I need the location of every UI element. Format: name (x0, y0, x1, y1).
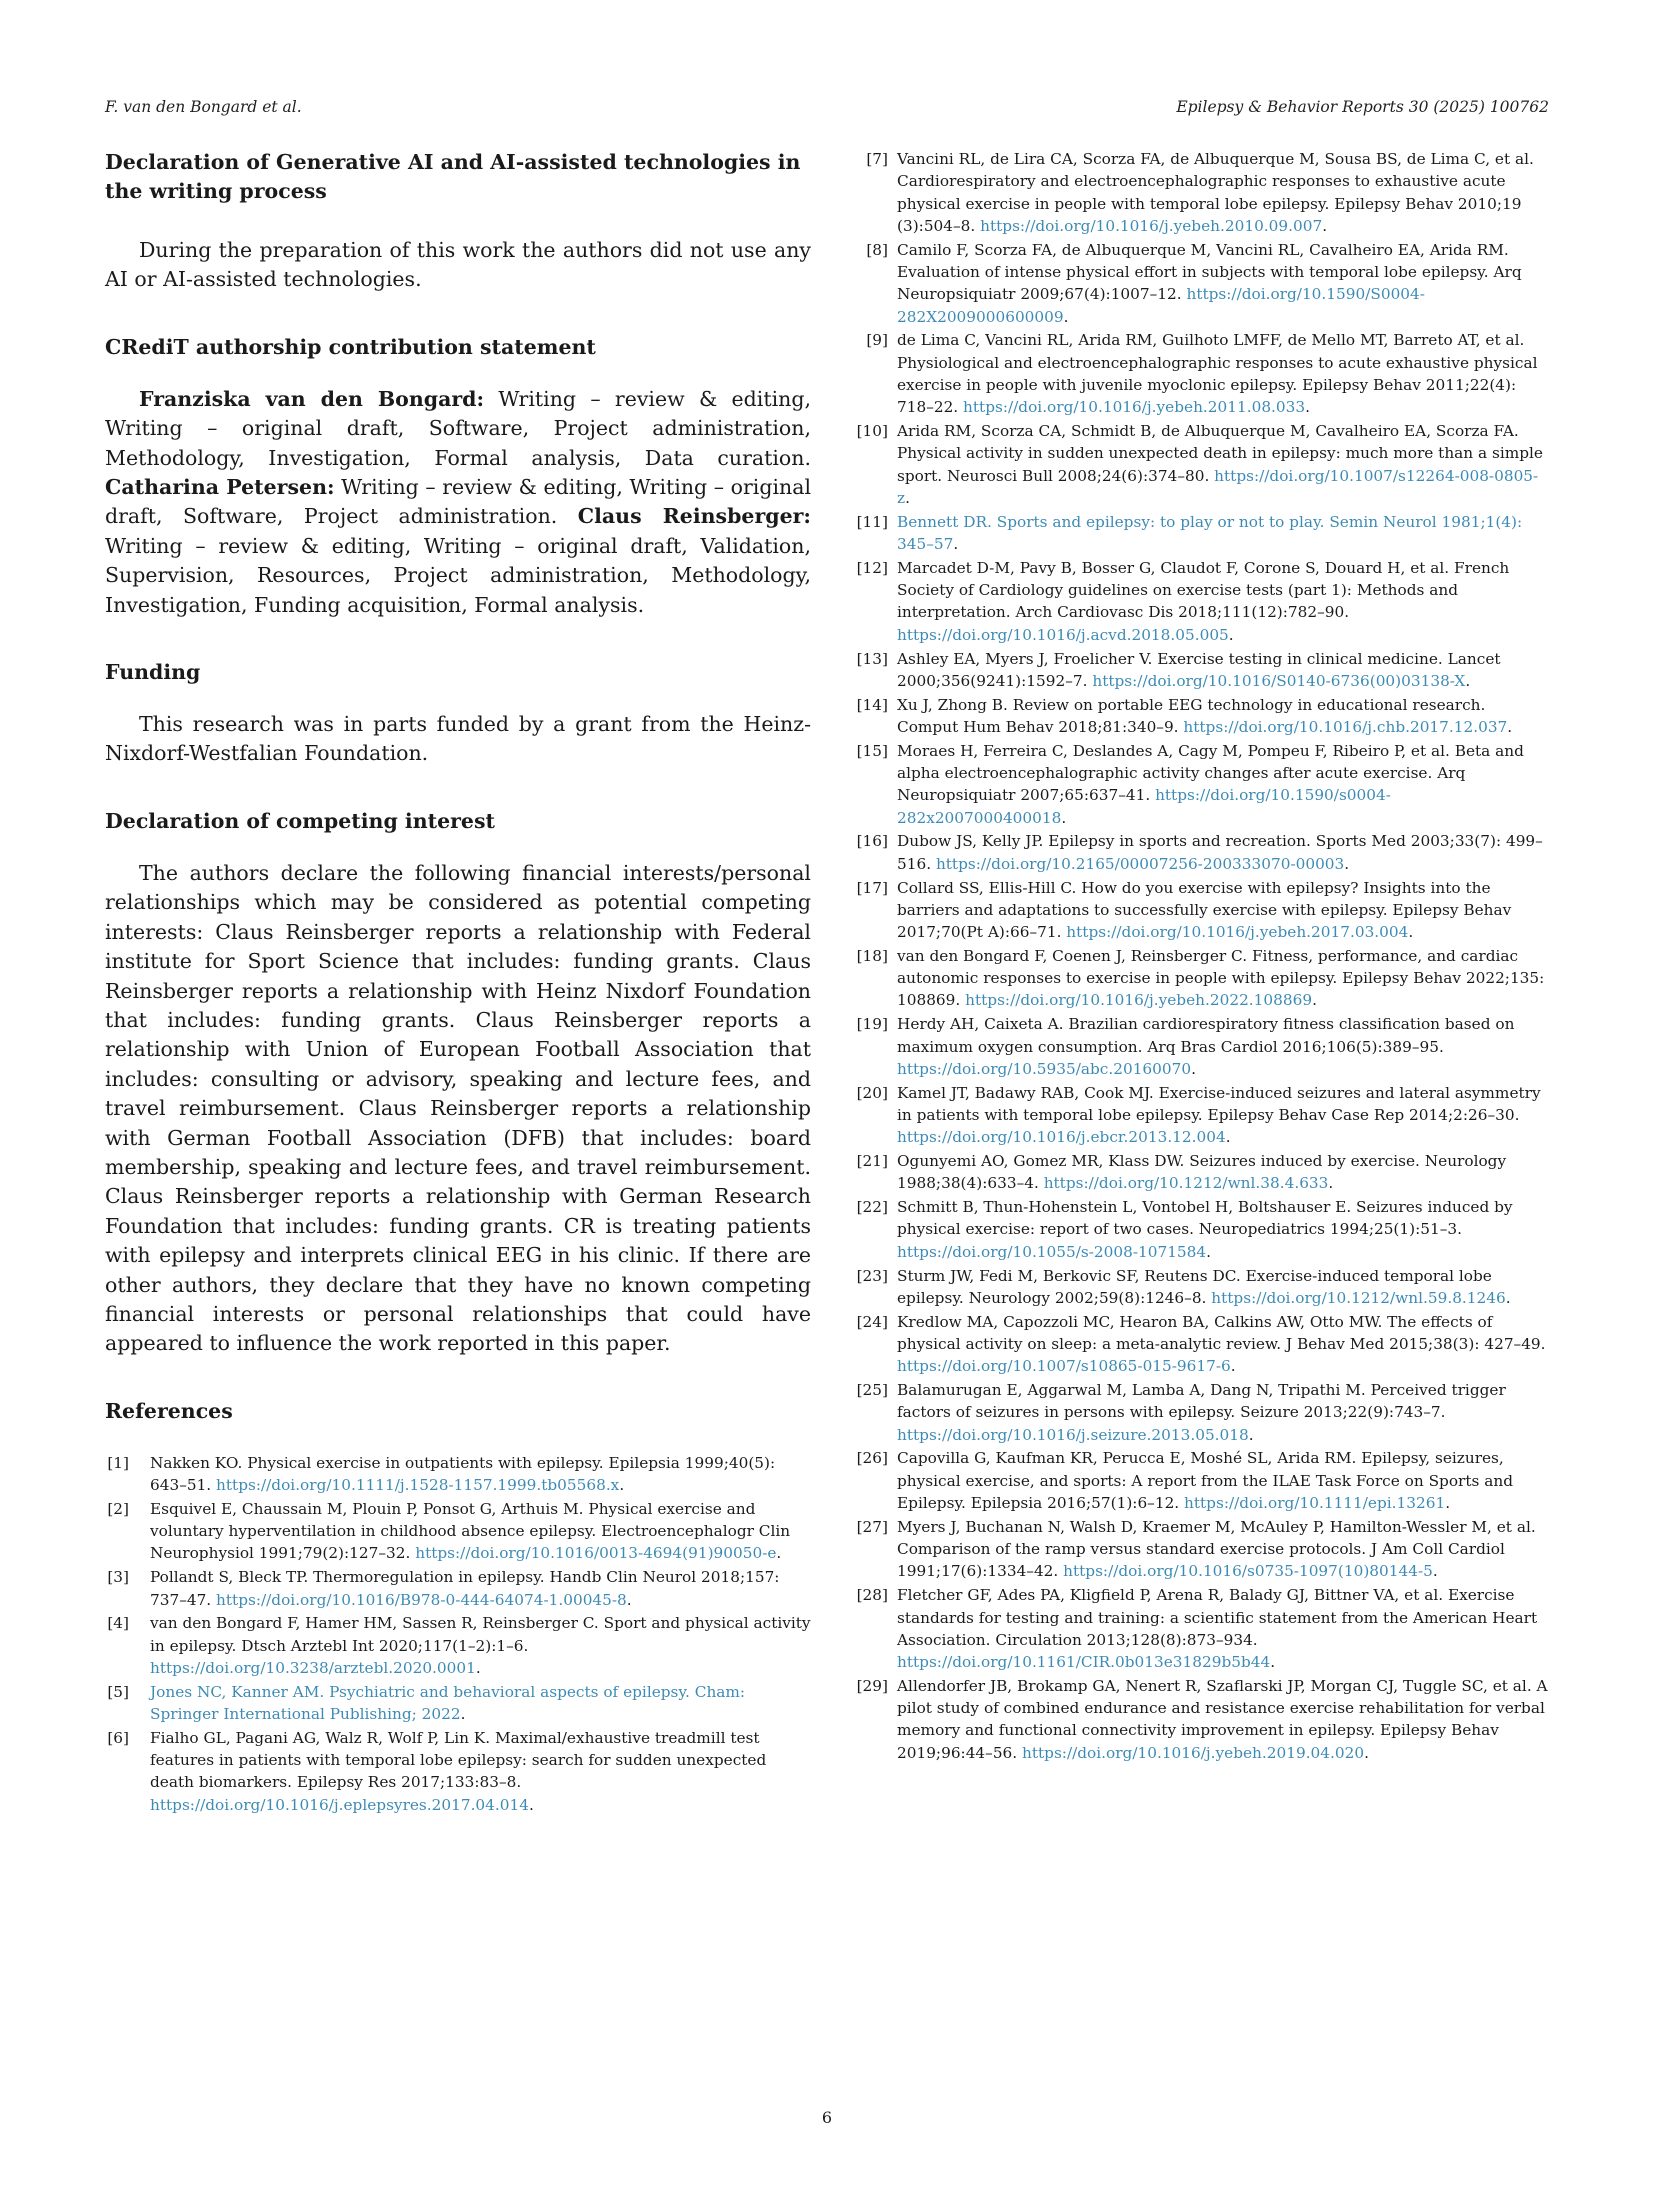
references-heading: References (105, 1398, 233, 1423)
reference-item (105, 1681, 811, 1726)
running-header-journal: Epilepsy & Behavior Reports 30 (2025) 100762 (1176, 98, 1549, 116)
reference-item (862, 148, 1549, 237)
reference-number: [5] (107, 1682, 129, 1701)
reference-text: Myers J, Buchanan N, Walsh D, Kraemer M, McAuley P, Hamilton-Wessler M, et al. Comparison of the ramp versus standard exercise protocols. J Am Coll Cardiol 1991;17(6):1334–42. (897, 1517, 1536, 1581)
reference-number: [27] (856, 1517, 888, 1536)
reference-item (856, 420, 1549, 509)
credit-text (105, 385, 811, 620)
reference-doi-link[interactable]: https://doi.org/10.1111/epi.13261 (1184, 1494, 1446, 1513)
reference-number: [7] (866, 150, 888, 168)
reference-item (105, 1452, 811, 1497)
reference-doi-link[interactable]: https://doi.org/10.1016/j.yebeh.2011.08.033 (963, 398, 1306, 417)
reference-doi-link[interactable]: https://doi.org/10.1212/wnl.59.8.1246 (1211, 1288, 1506, 1307)
reference-doi-link[interactable]: https://doi.org/10.1161/CIR.0b013e31829b5b44 (897, 1653, 1271, 1672)
reference-doi-link[interactable]: https://doi.org/10.1016/B978-0-444-64074-1.00045-8 (216, 1590, 627, 1609)
reference-doi-link[interactable]: https://doi.org/10.1016/j.eplepsyres.2017.04.014 (150, 1795, 529, 1814)
reference-end: . (460, 1705, 466, 1724)
reference-end: . (1248, 1425, 1254, 1444)
reference-list-left (105, 1452, 811, 1816)
reference-end: . (1206, 1242, 1212, 1261)
reference-list-right (856, 148, 1549, 1764)
reference-item (856, 1196, 1549, 1263)
reference-doi-link[interactable]: https://doi.org/10.1016/j.seizure.2013.05.018 (897, 1425, 1249, 1444)
reference-doi-link[interactable]: https://doi.org/10.1590/S0004-282X2009000600009 (897, 285, 1425, 326)
reference-text: Collard SS, Ellis-Hill C. How do you exercise with epilepsy? Insights into the barriers and adaptations to successfully exercise with epilepsy. Epilepsy Behav 2017;70(Pt A):66–71. (897, 878, 1512, 942)
reference-number: [16] (856, 832, 888, 851)
reference-end: . (1344, 854, 1350, 873)
reference-item (856, 740, 1549, 829)
reference-number: [14] (856, 695, 888, 714)
reference-text: Arida RM, Scorza CA, Schmidt B, de Albuquerque M, Cavalheiro EA, Scorza FA. Physical activity in sudden unexpected death in epilepsy: much more than a simple sport. Neurosci Bull 2008;24(6):374–80. (897, 422, 1543, 485)
competing-interest-text: The authors declare the following financial interests/personal relationships which may be considered as potential competing interests: Claus Reinsberger reports a relationship with Federal institute for Sport Science that includes: funding grants. Claus Reinsberger reports a relationship with Heinz Nixdorf Foundation that includes: funding grants. Claus Reinsberger reports a relationship with Union of European Football Association that includes: consulting or advisory, speaking and lecture fees, and travel reimbursement. Claus Reinsberger reports a relationship with German Football Association (DFB) that includes: board membership, speaking and lecture fees, and travel reimbursement. Claus Reinsberger reports a relationship with German Research Foundation that includes: funding grants. CR is treating patients with epilepsy and interprets clinical EEG in his clinic. If there are other authors, they declare that they have no known competing financial interests or personal relationships that could have appeared to influence the work reported in this paper. (105, 860, 811, 1356)
reference-text: Fletcher GF, Ades PA, Kligfield P, Arena R, Balady GJ, Bittner VA, et al. Exercise standards for testing and training: a scientific statement from the American Heart Association. Circulation 2013;128(8):873–934. (897, 1586, 1538, 1649)
reference-doi-link[interactable]: https://doi.org/10.1111/j.1528-1157.1999.tb05568.x (216, 1476, 620, 1495)
reference-number: [26] (856, 1449, 888, 1468)
credit-roles-2: Writing – review & editing, Writing – original draft, Software, Project administration. (105, 475, 811, 529)
running-header-authors: F. van den Bongard et al. (105, 98, 302, 116)
reference-doi-link[interactable]: https://doi.org/10.1016/j.yebeh.2019.04.020 (1022, 1743, 1365, 1762)
reference-number: [6] (107, 1728, 129, 1747)
reference-number: [19] (856, 1015, 888, 1034)
reference-text: Schmitt B, Thun-Hohenstein L, Vontobel H, Boltshauser E. Seizures induced by physical exercise: report of two cases. Neuropediatrics 1994;25(1):51–3. (897, 1198, 1513, 1239)
reference-end: . (475, 1658, 481, 1677)
reference-end: . (1312, 991, 1317, 1010)
credit-heading: CRediT authorship contribution statement (105, 334, 596, 359)
reference-doi-link[interactable]: https://doi.org/10.1590/s0004-282x2007000400018 (897, 786, 1391, 827)
reference-number: [13] (856, 649, 888, 668)
reference-number: [23] (856, 1266, 888, 1285)
reference-end: . (953, 535, 959, 554)
reference-text: Ogunyemi AO, Gomez MR, Klass DW. Seizures induced by exercise. Neurology 1988;38(4):633–4. (897, 1152, 1507, 1193)
reference-text: Herdy AH, Caixeta A. Brazilian cardiorespiratory fitness classification based on maximum oxygen consumption. Arq Bras Cardiol 2016;106(5):389–95. (897, 1015, 1515, 1056)
reference-item (856, 1013, 1549, 1080)
reference-doi-link[interactable]: https://doi.org/10.2165/00007256-200333070-00003 (935, 854, 1345, 873)
ai-declaration-text: During the preparation of this work the authors did not use any AI or AI-assisted technologies. (105, 238, 811, 292)
funding-text: This research was in parts funded by a grant from the Heinz- Nixdorf-Westfalian Foundation. (105, 712, 811, 766)
reference-end: . (1063, 307, 1069, 326)
reference-item (856, 945, 1549, 1012)
credit-author-1: Franziska van den Bongard: (139, 386, 485, 411)
reference-number: [22] (856, 1198, 888, 1217)
reference-doi-link[interactable]: https://doi.org/10.5935/abc.20160070 (897, 1059, 1192, 1078)
reference-item (856, 1311, 1549, 1378)
reference-item (856, 1150, 1549, 1195)
reference-item (856, 1082, 1549, 1149)
reference-item (856, 1447, 1549, 1514)
reference-text: Pollandt S, Bleck TP. Thermoregulation in epilepsy. Handb Clin Neurol 2018;157: 737–47. (150, 1568, 780, 1609)
reference-end: . (1230, 1357, 1236, 1376)
reference-text: Vancini RL, de Lira CA, Scorza FA, de Albuquerque M, Sousa BS, de Lima C, et al. Cardiorespiratory and electroencephalographic responses to exhaustive acute physical exercise in people with temporal lobe epilepsy. Epilepsy Behav 2010;19 (3):504–8. (897, 150, 1534, 235)
reference-text: Kamel JT, Badawy RAB, Cook MJ. Exercise-induced seizures and lateral asymmetry in patients with temporal lobe epilepsy. Epilepsy Behav Case Rep 2014;2:26–30. (897, 1083, 1541, 1124)
right-column (856, 148, 1549, 1766)
reference-doi-link[interactable]: https://doi.org/10.1016/j.yebeh.2022.108869 (965, 991, 1313, 1010)
funding-heading: Funding (105, 660, 201, 685)
reference-doi-link[interactable]: https://doi.org/10.1007/s12264-008-0805-z (897, 466, 1539, 507)
credit-author-2: Catharina Petersen: (105, 475, 335, 500)
reference-text: van den Bongard F, Hamer HM, Sassen R, Reinsberger C. Sport and physical activity in epilepsy. Dtsch Arztebl Int 2020;117(1–2):1–6. (150, 1614, 811, 1655)
reference-text: Balamurugan E, Aggarwal M, Lamba A, Dang N, Tripathi M. Perceived trigger factors of seizures in persons with epilepsy. Seizure 2013;22(9):743–7. (897, 1381, 1506, 1422)
reference-text: Esquivel E, Chaussain M, Plouin P, Ponsot G, Arthuis M. Physical exercise and voluntary hyperventilation in childhood absence epilepsy. Electroencephalogr Clin Neurophysiol 1991;79(2):127–32. (150, 1499, 791, 1563)
reference-item (105, 1566, 811, 1611)
credit-roles-3: Writing – review & editing, Writing – original draft, Validation, Supervision, Resources, Project administration, Methodology, Investigation, Funding acquisition, Formal analysis. (105, 533, 811, 617)
reference-item (862, 329, 1549, 418)
reference-text: Xu J, Zhong B. Review on portable EEG technology in educational research. Comput Hum Behav 2018;81:340–9. (897, 695, 1486, 736)
reference-number: [3] (107, 1568, 129, 1587)
reference-text: Allendorfer JB, Brokamp GA, Nenert R, Szaflarski JP, Morgan CJ, Tuggle SC, et al. A pilot study of combined endurance and resistance exercise rehabilitation for verbal memory and functional connectivity improvement in epilepsy. Epilepsy Behav 2019;96:44–56. (897, 1676, 1548, 1762)
reference-end: . (1505, 1288, 1511, 1307)
reference-doi-link[interactable]: https://doi.org/10.1016/S0140-6736(00)03138-X (1092, 671, 1466, 690)
ai-declaration-heading: Declaration of Generative AI and AI-assisted technologies in the writing process (105, 150, 801, 203)
reference-number: [8] (866, 240, 888, 259)
reference-end: . (1322, 216, 1328, 235)
reference-end: . (1408, 923, 1414, 942)
reference-number: [28] (856, 1586, 888, 1605)
reference-end: . (1432, 1562, 1438, 1581)
credit-author-3: Claus Reinsberger: (577, 504, 811, 529)
reference-doi-link[interactable]: https://doi.org/10.1016/j.chb.2017.12.037 (1183, 717, 1508, 736)
reference-doi-link[interactable]: https://doi.org/10.1016/j.acvd.2018.05.005 (897, 625, 1229, 644)
reference-end: . (619, 1476, 625, 1495)
reference-end: . (1364, 1743, 1369, 1762)
reference-number: [25] (856, 1381, 888, 1400)
reference-number: [9] (866, 331, 888, 350)
reference-number: [20] (856, 1083, 888, 1102)
reference-end: . (1225, 1128, 1231, 1147)
reference-item (862, 239, 1549, 328)
reference-doi-link[interactable]: https://doi.org/10.1016/j.ebcr.2013.12.004 (897, 1128, 1226, 1147)
reference-item (856, 1379, 1549, 1446)
reference-number: [21] (856, 1152, 888, 1171)
reference-text: Kredlow MA, Capozzoli MC, Hearon BA, Calkins AW, Otto MW. The effects of physical activity on sleep: a meta-analytic review. J Behav Med 2015;38(3): 427–49. (897, 1312, 1546, 1353)
reference-doi-link[interactable]: https://doi.org/10.1007/s10865-015-9617-6 (897, 1357, 1231, 1376)
reference-end: . (1465, 671, 1471, 690)
reference-text: Camilo F, Scorza FA, de Albuquerque M, Vancini RL, Cavalheiro EA, Arida RM. Evaluation of intense physical effort in subjects with temporal lobe epilepsy. Arq Neuropsiquiatr 2009;67(4):1007–12. (897, 240, 1522, 304)
reference-item (856, 694, 1549, 739)
reference-end: . (776, 1544, 782, 1563)
reference-number: [1] (107, 1453, 129, 1472)
left-column (105, 148, 811, 1818)
reference-text: Marcadet D-M, Pavy B, Bosser G, Claudot F, Corone S, Douard H, et al. French Society of Cardiology guidelines on exercise tests (part 1): Methods and interpretation. Arch Cardiovasc Dis 2018;111(12):782–90. (897, 558, 1510, 622)
reference-item (856, 511, 1549, 556)
reference-doi-link[interactable]: https://doi.org/10.3238/arztebl.2020.0001 (150, 1658, 476, 1677)
reference-end: . (1228, 625, 1234, 644)
competing-interest-section (105, 807, 811, 1359)
reference-number: [12] (856, 558, 888, 577)
reference-text: Capovilla G, Kaufman KR, Perucca E, Moshé SL, Arida RM. Epilepsy, seizures, physical exercise, and sports: A report from the ILAE Task Force on Sports and Epilepsy. Epilepsia 2016;57(1):6–12. (897, 1449, 1513, 1513)
reference-text: Sturm JW, Fedi M, Berkovic SF, Reutens DC. Exercise-induced temporal lobe epilepsy. Neurology 2002;59(8):1246–8. (897, 1266, 1492, 1307)
reference-text: Nakken KO. Physical exercise in outpatients with epilepsy. Epilepsia 1999;40(5): 643–51. (150, 1453, 776, 1495)
reference-item (856, 1265, 1549, 1310)
reference-item (856, 1516, 1549, 1583)
reference-item (856, 557, 1549, 646)
reference-number: [10] (856, 422, 888, 441)
reference-text: Fialho GL, Pagani AG, Walz R, Wolf P, Lin K. Maximal/exhaustive treadmill test features in patients with temporal lobe epilepsy: search for sudden unexpected death biomarkers. Epilepsy Res 2017;133:83–8. (150, 1728, 767, 1792)
reference-item (105, 1498, 811, 1565)
credit-section (105, 333, 811, 620)
reference-text: de Lima C, Vancini RL, Arida RM, Guilhoto LMFF, de Mello MT, Barreto AT, et al. Physiological and electroencephalographic responses to acute exhaustive physical exercise in people with juvenile myoclonic epilepsy. Epilepsy Behav 2011;22(4): 718–22. (897, 331, 1538, 417)
credit-roles-1: Writing – review & editing, Writing – original draft, Software, Project administration, Methodology, Investigation, Formal analysis, Data curation. (105, 386, 812, 470)
reference-doi-link[interactable]: https://doi.org/10.1016/s0735-1097(10)80144-5 (1063, 1562, 1433, 1581)
reference-end: . (1191, 1059, 1196, 1078)
reference-item (856, 877, 1549, 944)
reference-text: van den Bongard F, Coenen J, Reinsberger C. Fitness, performance, and cardiac autonomic responses to exercise in people with epilepsy. Epilepsy Behav 2022;135: 108869. (897, 946, 1545, 1010)
reference-number: [24] (856, 1312, 888, 1331)
reference-doi-link[interactable]: https://doi.org/10.1016/j.yebeh.2010.09.007 (980, 216, 1323, 235)
reference-doi-link[interactable]: Bennett DR. Sports and epilepsy: to play or not to play. Semin Neurol 1981;1(4): 345–57 (897, 512, 1523, 554)
reference-number: [4] (107, 1614, 129, 1633)
reference-text: Moraes H, Ferreira C, Deslandes A, Cagy M, Pompeu F, Ribeiro P, et al. Beta and alpha electroencephalographic activity changes after acute exercise. Arq Neuropsiquiatr 2007;65:637–41. (897, 741, 1524, 805)
reference-item (856, 1584, 1549, 1673)
reference-doi-link[interactable]: https://doi.org/10.1016/j.yebeh.2017.03.004 (1066, 923, 1409, 942)
competing-interest-heading: Declaration of competing interest (105, 808, 495, 833)
reference-item (856, 830, 1549, 875)
reference-end: . (1507, 717, 1513, 736)
reference-end: . (1305, 398, 1310, 417)
reference-doi-link[interactable]: https://doi.org/10.1055/s-2008-1071584 (897, 1242, 1207, 1261)
reference-end: . (528, 1795, 534, 1814)
reference-text: Dubow JS, Kelly JP. Epilepsy in sports and recreation. Sports Med 2003;33(7): 499–516. (897, 832, 1543, 873)
reference-end: . (1270, 1653, 1276, 1672)
reference-number: [2] (107, 1499, 129, 1518)
reference-doi-link[interactable]: https://doi.org/10.1212/wnl.38.4.633 (1043, 1174, 1329, 1193)
reference-end: . (1328, 1174, 1334, 1193)
reference-number: [18] (856, 946, 888, 965)
reference-text: Ashley EA, Myers J, Froelicher V. Exercise testing in clinical medicine. Lancet 2000;356(9241):1592–7. (897, 649, 1501, 690)
reference-item (856, 1675, 1549, 1764)
reference-end: . (1445, 1494, 1451, 1513)
reference-item (856, 648, 1549, 693)
reference-item (105, 1612, 811, 1679)
ai-declaration-section (105, 148, 811, 295)
reference-number: [17] (856, 878, 888, 897)
reference-number: [29] (856, 1676, 888, 1695)
reference-doi-link[interactable]: Jones NC, Kanner AM. Psychiatric and behavioral aspects of epilepsy. Cham: Springer International Publishing; 2022 (150, 1682, 746, 1724)
funding-section (105, 658, 811, 769)
reference-doi-link[interactable]: https://doi.org/10.1016/0013-4694(91)90050-e (415, 1544, 777, 1563)
reference-end: . (905, 488, 910, 507)
reference-item (105, 1727, 811, 1816)
reference-end: . (1061, 808, 1067, 827)
page-number: 6 (821, 2108, 833, 2127)
reference-end: . (626, 1590, 632, 1609)
reference-number: [11] (856, 512, 888, 531)
reference-number: [15] (856, 741, 888, 760)
